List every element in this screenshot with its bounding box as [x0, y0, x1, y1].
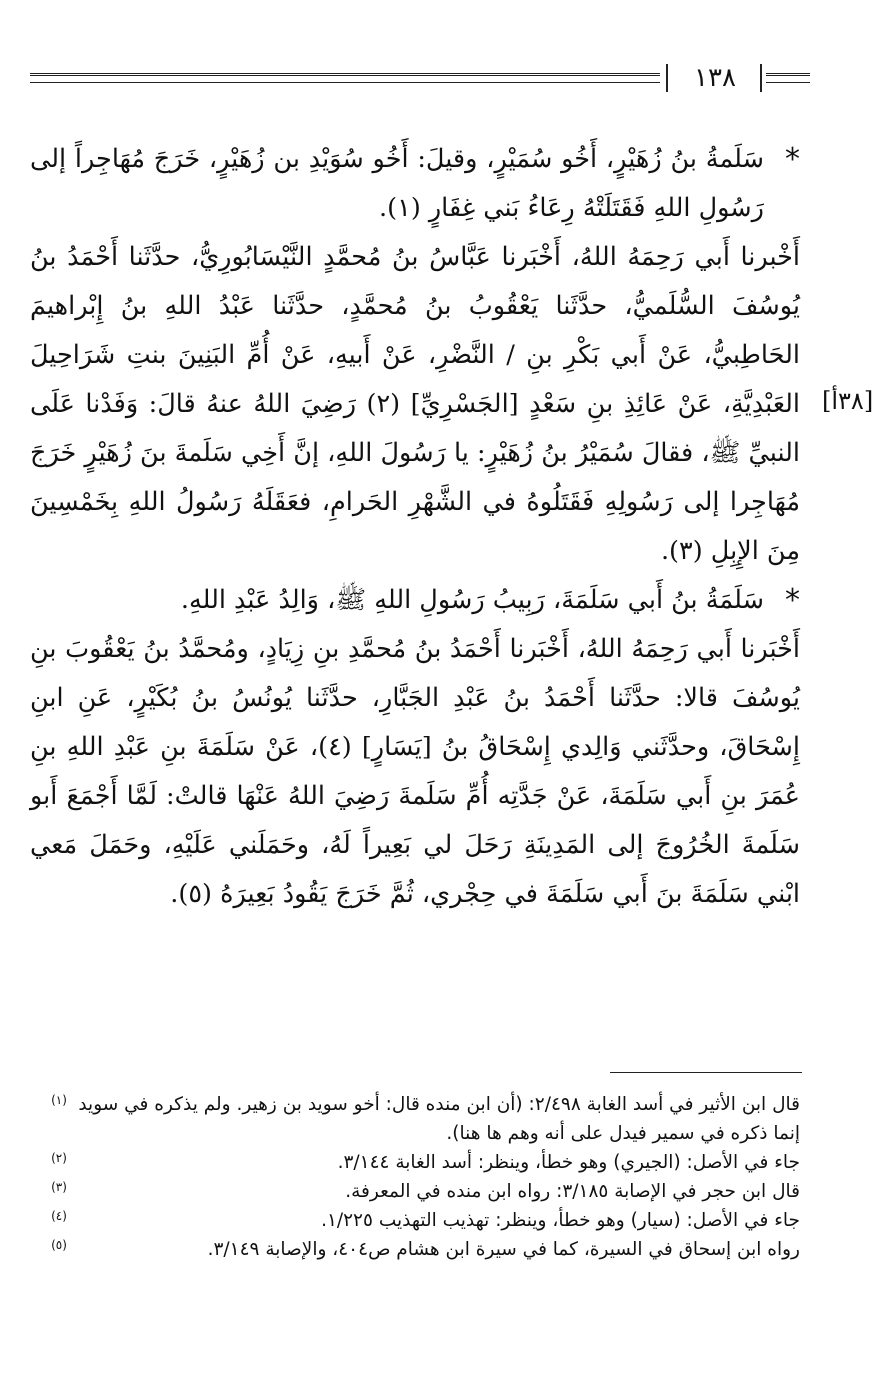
footnote: [40, 1148, 800, 1177]
footnote-text: رواه ابن إسحاق في السيرة، كما في سيرة ابن هشام ص٤٠٤، والإصابة ٣/١٤٩.: [207, 1239, 800, 1260]
footnote-marker: (٤): [51, 1209, 67, 1223]
footnote-marker: (١): [51, 1093, 67, 1107]
footnote-text: جاء في الأصل: (سيار) وهو خطأ، وينظر: تهذيب التهذيب ١/٢٢٥.: [321, 1210, 800, 1231]
main-text: [30, 135, 800, 919]
header-rule-left: [30, 73, 660, 83]
footnote-text: جاء في الأصل: (الجيري) وهو خطأ، وينظر: أسد الغابة ٣/١٤٤.: [337, 1152, 800, 1173]
footnote-marker: (٣): [51, 1180, 67, 1194]
header-divider-left: [666, 64, 668, 92]
footnote-separator: [610, 1072, 802, 1073]
manuscript-folio-reference: [٣٨أ]: [822, 387, 874, 415]
header-divider-right: [760, 64, 762, 92]
header-rule-right: [766, 73, 810, 83]
footnotes: [40, 1090, 800, 1264]
entry-star-marker: *: [785, 142, 800, 177]
footnote: [40, 1235, 800, 1264]
footnote-marker: (٥): [51, 1238, 67, 1252]
footnote: [40, 1177, 800, 1206]
page-header: [30, 60, 800, 100]
footnote-text: قال ابن حجر في الإصابة ٣/١٨٥: رواه ابن منده في المعرفة.: [345, 1181, 800, 1202]
entry-text: سَلَمَةُ بنُ أَبي سَلَمَةَ، رَبِيبُ رَسُولِ اللهِ ﷺ، وَالِدُ عَبْدِ اللهِ.: [180, 585, 764, 615]
entry-salama-bin-zuhair: [30, 135, 800, 233]
footnote-text: قال ابن الأثير في أسد الغابة ٢/٤٩٨: (أن ابن منده قال: أخو سويد بن زهير. ولم يذكره في سويد إنما ذكره في سمير فيدل على أنه وهم ها هنا).: [78, 1094, 800, 1144]
hadith-paragraph: أَخْبَرنا أَبي رَحِمَهُ اللهُ، أَخْبَرنا أَحْمَدُ بنُ مُحمَّدِ بنِ زِيَادٍ، ومُحمَّدُ بنُ يَعْقُوبَ بنِ يُوسُفَ قالا: حدَّثَنا أَحْمَدُ بنُ عَبْدِ الجَبَّارِ، حدَّثَنا يُونُسُ بنُ بُكَيْرٍ، عَنِ ابنِ إِسْحَاقَ، وحدَّثَني وَالِدي إِسْحَاقُ بنُ [يَسَارٍ] (٤)، عَنْ سَلَمَةَ بنِ عَبْدِ اللهِ بنِ عُمَرَ بنِ أَبي سَلَمَةَ، عَنْ جَدَّتِه أُمِّ سَلَمةَ رَضِيَ اللهُ عَنْهَا قالتْ: لَمَّا أَجْمَعَ أَبو سَلَمةَ الخُرُوجَ إلى المَدِينَةِ رَحَلَ لي بَعِيراً لَهُ، وحَمَلَني عَلَيْهِ، وحَمَلَ مَعي ابْني سَلَمَةَ بنَ أَبي سَلَمَةَ في حِجْري، ثُمَّ خَرَجَ يَقُودُ بَعِيرَهُ (٥).: [30, 634, 800, 909]
entry-text: سَلَمةُ بنُ زُهَيْرٍ، أَخُو سُمَيْرٍ، وقيلَ: أَخُو سُوَيْدِ بن زُهَيْرٍ، خَرَجَ مُهَاجِراً إلى رَسُولِ اللهِ فَقَتَلَتْهُ رِعَاءُ بَني غِفَارٍ (١).: [30, 144, 764, 223]
hadith-paragraph: أَخْبرنا أَبي رَحِمَهُ اللهُ، أَخْبَرنا عَبَّاسُ بنُ مُحمَّدٍ النَّيْسَابُورِيُّ، حدَّثَنا أَحْمَدُ بنُ يُوسُفَ السُّلَميُّ، حدَّثَنا يَعْقُوبُ بنُ مُحمَّدٍ، حدَّثَنا عَبْدُ اللهِ بنُ إِبْراهيمَ الحَاطِبيُّ، عَنْ أَبي بَكْرِ بنِ / النَّضْرِ، عَنْ أَبيهِ، عَنْ أُمِّ البَنِينَ بنتِ شَرَاحِيلَ العَبْدِيَّةِ، عَنْ عَائِذِ بنِ سَعْدٍ [الجَسْرِيِّ] (٢) رَضِيَ اللهُ عنهُ قالَ: وَفَدْنا عَلَى النبيِّ ﷺ، فقالَ سُمَيْرُ بنُ زُهَيْرٍ: يا رَسُولَ اللهِ، إنَّ أَخِي سَلَمةَ بنَ زُهَيْرٍ خَرَجَ مُهَاجِرا إلى رَسُولِهِ فَقَتَلُوهُ في الشَّهْرِ الحَرامِ، فعَقَلَهُ رَسُولُ اللهِ بِخَمْسِينَ مِنَ الإِبِلِ (٣).: [30, 242, 800, 566]
entry-salama-bin-abi-salama: [30, 576, 800, 625]
footnote: [40, 1090, 800, 1148]
footnote: [40, 1206, 800, 1235]
entry-star-marker: *: [785, 583, 800, 618]
footnote-marker: (٢): [51, 1151, 67, 1165]
page-number: ١٣٨: [694, 63, 736, 93]
